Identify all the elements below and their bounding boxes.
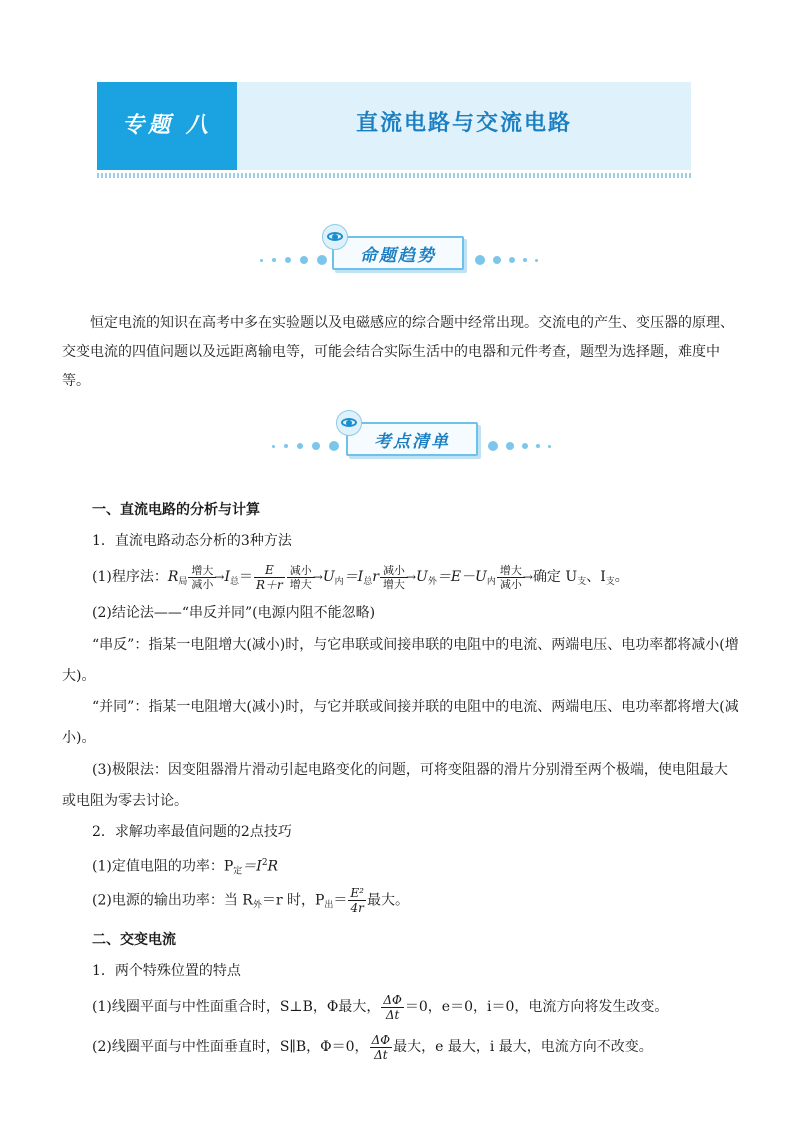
p2-eq: ＝ bbox=[333, 892, 348, 909]
m1-U: U bbox=[322, 569, 335, 585]
arrowhead-icon: → bbox=[214, 570, 225, 584]
fraction-E2-over-4r bbox=[348, 886, 366, 915]
decor-dot bbox=[493, 256, 501, 264]
frac-num: ΔΦ bbox=[383, 992, 402, 1007]
arrowhead-icon: → bbox=[405, 570, 416, 584]
decor-dot bbox=[329, 441, 339, 451]
p1-prefix: (1)定值电阻的功率：P bbox=[92, 858, 234, 875]
decor-dot bbox=[536, 444, 540, 448]
p2-prefix: (2)电源的输出功率：当 R bbox=[92, 892, 253, 909]
m1-end-sub1: 支 bbox=[577, 577, 587, 587]
arrow-1-up: 增大 bbox=[191, 563, 214, 577]
decor-dot bbox=[300, 256, 308, 264]
m1-end: 确定 U bbox=[532, 569, 578, 585]
arrow-4-up: 增大 bbox=[499, 563, 522, 577]
decor-dot bbox=[284, 444, 288, 448]
frac-num: E² bbox=[350, 886, 364, 900]
m1-Uw: U bbox=[416, 569, 428, 585]
chapter-tag: 专题 八 bbox=[122, 113, 212, 138]
decor-dot bbox=[260, 259, 263, 262]
c1-prefix: (1)线圈平面与中性面重合时，S⊥B，Φ最大， bbox=[92, 999, 381, 1015]
frac-den: Δt bbox=[381, 1007, 404, 1022]
decor-dot bbox=[317, 255, 327, 265]
decor-dot bbox=[272, 258, 276, 262]
part2-sub1: 1．两个特殊位置的特点 bbox=[92, 963, 241, 979]
m1-prefix: (1)程序法： bbox=[92, 569, 168, 585]
p2-sub: 外 bbox=[252, 900, 262, 911]
p1-sub: 定 bbox=[233, 866, 243, 877]
section-badge-trend bbox=[250, 222, 550, 272]
banner-divider bbox=[97, 173, 691, 178]
m1-R: R bbox=[167, 569, 179, 585]
decor-dot bbox=[535, 259, 538, 262]
eye-icon bbox=[322, 224, 348, 250]
section-badge-points bbox=[262, 408, 562, 458]
method2b-line1: “并同”：指某一电阻增大(减小)时，与它并联或间接并联的电阻中的电流、两端电压、电功率都将增大(减 bbox=[92, 699, 739, 715]
eye-icon bbox=[336, 410, 362, 436]
arrowhead-icon: → bbox=[312, 570, 323, 584]
c2-prefix: (2)线圈平面与中性面垂直时，S∥B，Φ＝0， bbox=[92, 1039, 369, 1055]
p2-sub2: 出 bbox=[324, 900, 334, 911]
chapter-tag-block bbox=[97, 82, 237, 170]
p2-mid: ＝r 时，P bbox=[261, 892, 325, 909]
badge-frame bbox=[332, 236, 464, 270]
method2: (2)结论法——“串反并同”(电源内阻不能忽略) bbox=[92, 605, 376, 621]
p1-tail: R bbox=[267, 858, 279, 875]
method2a-line1: “串反”：指某一电阻增大(减小)时，与它串联或间接串联的电阻中的电流、两端电压、电功率都将减小(增 bbox=[92, 637, 739, 653]
part2-heading: 二、交变电流 bbox=[92, 932, 176, 948]
frac-den: Δt bbox=[370, 1047, 393, 1062]
p2-tail: 最大。 bbox=[367, 892, 409, 909]
m1-I-sub: 总 bbox=[230, 577, 240, 587]
decor-dot bbox=[506, 442, 514, 450]
frac-num: ΔΦ bbox=[371, 1032, 391, 1047]
p1-sup: 2 bbox=[261, 858, 268, 868]
c1-tail: ＝0，e＝0，i＝0，电流方向将发生改变。 bbox=[404, 999, 669, 1015]
arrow-3-up: 减小 bbox=[382, 563, 405, 577]
m1-I: I bbox=[224, 569, 230, 585]
m1-eq2: ＝I bbox=[343, 569, 364, 585]
frac-den: R＋r bbox=[256, 577, 283, 592]
m1-end-mid: 、I bbox=[586, 569, 606, 585]
decor-dot bbox=[297, 443, 303, 449]
arrow-4 bbox=[497, 564, 525, 591]
decor-dot bbox=[522, 443, 528, 449]
arrow-1-down: 减小 bbox=[188, 577, 216, 591]
part1-sub2: 2．求解功率最值问题的2点技巧 bbox=[92, 824, 292, 840]
part1-sub1: 1．直流电路动态分析的3种方法 bbox=[92, 533, 292, 549]
arrow-2 bbox=[287, 564, 315, 591]
frac-den: 4r bbox=[348, 900, 366, 915]
power-tip-1 bbox=[92, 853, 278, 882]
arrow-4-down: 减小 bbox=[497, 577, 525, 591]
m1-eq2-sub: 总 bbox=[363, 577, 373, 587]
decor-dot bbox=[272, 445, 275, 448]
frac-num: E bbox=[265, 562, 274, 577]
badge-frame bbox=[346, 422, 478, 456]
trend-paragraph: 恒定电流的知识在高考中多在实验题以及电磁感应的综合题中经常出现。交流电的产生、变压器的原理、交变电流的四值问题以及远距离输电等，可能会结合实际生活中的电器和元件考查，题型为选择题，难度中等。 bbox=[62, 315, 734, 389]
decor-dot bbox=[488, 441, 498, 451]
decor-dot bbox=[312, 442, 320, 450]
arrow-1 bbox=[188, 564, 216, 591]
m1-eq3: ＝E－U bbox=[436, 569, 487, 585]
method1-formula: (1)程序法：$R_局$ 增大 减小 $\to I_总=$ $\frac{E}{R+r}$ 减小 增大 $\to U_内=I_总r$ 减小 增大 $\to U_外=E-U_内$ 增大 减小 →确定 $U_支$、$I_支$。 bbox=[92, 562, 629, 592]
decor-dot bbox=[509, 257, 515, 263]
m1-r: r bbox=[372, 569, 379, 585]
chapter-banner bbox=[97, 82, 691, 170]
m1-eq3-sub: 内 bbox=[486, 577, 496, 587]
method2a-line2: 大)。 bbox=[62, 668, 96, 684]
badge-label: 考点清单 bbox=[374, 432, 450, 452]
fraction-dphi-dt bbox=[370, 1033, 393, 1062]
method3-line2: 或电阻为零去讨论。 bbox=[62, 793, 188, 809]
decor-dot bbox=[523, 258, 527, 262]
m1-end-sub2: 支 bbox=[605, 577, 615, 587]
badge-label: 命题趋势 bbox=[360, 246, 436, 266]
chapter-title: 直流电路与交流电路 bbox=[355, 111, 572, 136]
method2b-line2: 小)。 bbox=[62, 730, 96, 746]
arrow-2-down: 增大 bbox=[287, 577, 315, 591]
m1-end-tail: 。 bbox=[614, 569, 629, 585]
position-case-1 bbox=[92, 992, 668, 1022]
decor-dot bbox=[548, 445, 551, 448]
position-case-2 bbox=[92, 1032, 653, 1062]
part1-heading: 一、直流电路的分析与计算 bbox=[92, 502, 260, 518]
p1-eq: ＝I bbox=[242, 858, 262, 875]
power-tip-2 bbox=[92, 886, 409, 920]
arrow-2-up: 减小 bbox=[289, 563, 312, 577]
m1-R-sub: 局 bbox=[178, 577, 188, 587]
arrow-3 bbox=[380, 564, 408, 591]
c2-tail: 最大，e 最大，i 最大，电流方向不改变。 bbox=[393, 1039, 653, 1055]
fraction-dphi-dt bbox=[381, 993, 404, 1022]
decor-dot bbox=[285, 257, 291, 263]
decor-dot bbox=[475, 255, 485, 265]
fraction-E-over-R bbox=[254, 563, 285, 592]
arrowhead-icon: → bbox=[522, 570, 533, 584]
m1-Uw-sub: 外 bbox=[427, 577, 437, 587]
m1-U-sub: 内 bbox=[334, 577, 344, 587]
arrow-3-down: 增大 bbox=[380, 577, 408, 591]
method3-line1: (3)极限法：因变阻器滑片滑动引起电路变化的问题，可将变阻器的滑片分别滑至两个极端，使电阻最大 bbox=[92, 762, 728, 778]
